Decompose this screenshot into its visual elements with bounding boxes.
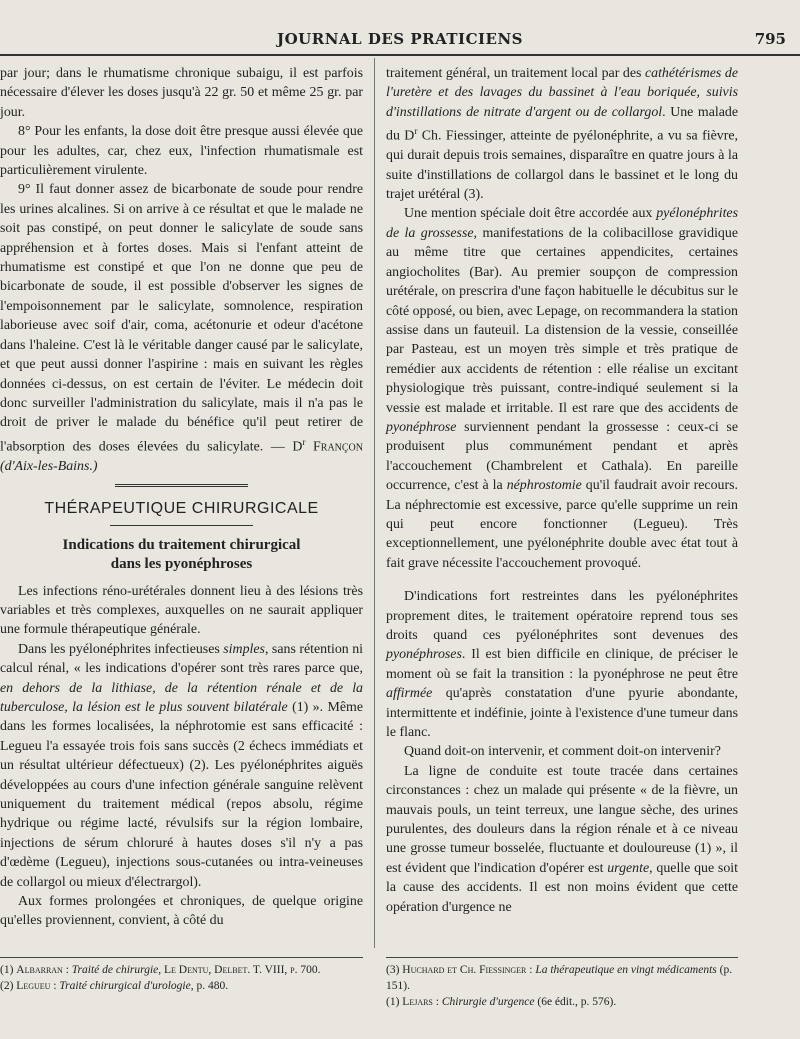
footnotes-right xyxy=(386,962,738,1010)
paragraph: Les infections réno-urétérales donnent lieu à des lésions très variables et très complexes, auxquelles on ne saurait appliquer une formule thérapeutique générale. xyxy=(0,583,363,638)
footnote-rule xyxy=(386,957,738,958)
paragraph: Dans les pyélonéphrites infectieuses simples, sans rétention ni calcul rénal, « les indications d'opérer sont très rares parce que, en dehors de la lithiase, de la rétention rénale et de la tuberculose, la lésion est le plus souvent bilatérale (1) ». Même dans les formes localisées, la néphrotomie est sans efficacité : Legueu l'a essayée trois fois sans succès (2 échecs immédiats et un résultat ultérieur défectueux) (2). Les pyélonéphrites aiguës développées au cours d'une infection générale sanguine relèvent uniquement du traitement médical (repos absolu, régime hydrique ou régime lacté, révulsifs sur la région lombaire, injections de sérum chloruré à hautes doses s'il n'y a pas d'œdème (Legueu), injections sous-cutanées ou intra-veineuses de collargol ou mieux d'électrargol). xyxy=(0,641,363,890)
paragraph: 9° Il faut donner assez de bicarbonate de soude pour rendre les urines alcalines. Si on arrive à ce résultat et que le malade ne soit pas constipé, on peut donner le salicylate de soude sans appréhension et à fortes doses. Mais si l'enfant atteint de rhumatisme est constipé et que l'on ne donne que peu de bicarbonate de soude, il est possible d'observer les signes de l'empoisonnement par le salicylate, somnolence, respiration laborieuse avec soif d'air, coma, acétonurie et odeur d'acétone dans l'haleine. C'est là le véritable danger causé par le salicylate, et que peut aussi donner l'aspirine : mais en suivant les règles données ci-dessus, on est certain de l'éviter. Le médecin doit donc surveiller l'administration du salicylate, mais il n'a pas le droit de priver le malade du bénéfice qu'il peut retirer de l'absorption des doses élevées du salicylate. — $D^r$ Françon (d'Aix-les-Bains.) xyxy=(0,182,363,474)
left-column xyxy=(0,64,363,931)
paragraph: par jour; dans le rhumatisme chronique subaigu, il est parfois nécessaire d'élever les doses jusqu'à 22 gr. 50 et même 25 gr. par jour. xyxy=(0,66,363,120)
header-rule xyxy=(0,54,800,56)
paragraph: D'indications fort restreintes dans les pyélonéphrites proprement dites, le traitement opératoire reprend tous ses droits quand ces pyélonéphrites sont devenues des pyonéphroses. Il est bien difficile en clinique, de préciser le moment où se fait la transition : la pyonéphrose ne peut être affirmée qu'après constatation d'une pyurie abondante, intermittente et indéfinie, jointe à l'existence d'une tumeur dans le flanc. xyxy=(386,589,738,741)
paragraph: Quand doit-on intervenir, et comment doit-on intervenir? xyxy=(404,744,721,760)
column-rule xyxy=(374,58,375,948)
section-heading: THÉRAPEUTIQUE CHIRURGICALE xyxy=(44,500,319,518)
page-number: 795 xyxy=(754,30,786,48)
section-underline xyxy=(110,525,253,526)
footnote: (1) Lejars : Chirurgie d'urgence (6e édit., p. 576). xyxy=(386,996,617,1008)
paragraph: Aux formes prolongées et chroniques, de quelque origine qu'elles proviennent, convient, à côté du xyxy=(0,894,363,929)
paragraph: 8° Pour les enfants, la dose doit être presque aussi élevée que pour les adultes, car, chez eux, l'infection rhumatismale est particulièrement virulente. xyxy=(0,124,363,179)
section-divider xyxy=(115,484,248,489)
footnote: (1) Albarran : Traité de chirurgie, Le Dentu, Delbet. T. VIII, p. 700. xyxy=(0,964,321,976)
footnote-rule xyxy=(0,957,363,958)
paragraph: Une mention spéciale doit être accordée aux pyélonéphrites de la grossesse, manifestations de la colibacillose gravidique au même titre que certaines appendicites, certaines angiocholites (Bar). Au premier soupçon de compression urétérale, on prescrira d'une façon habituelle le décubitus sur le côté opposé, ou bien, avec Lepage, on recommandera la station assise dans un fauteuil. La distension de la vessie, conseillée par Pasteau, est un moyen très simple et très pratique de remédier aux accidents de rétention : elle réalise un excitant physiologique très puissant, contre-indiqué seulement si la vessie est malade et irritable. Il est rare que des accidents de pyonéphrose surviennent pendant la grossesse : ceux-ci se produisent plus communément pendant et après l'accouchement (Chambrelent et Cathala). En pareille occurrence, c'est à la néphrostomie qu'il faudrait avoir recours. La néphrectomie est excessive, parce qu'elle supprime un rein qui peut encore fonctionner (Legueu). Très exceptionnellement, une pyélonéphrite double avec état tout à fait grave nécessite l'accouchement provoqué. xyxy=(386,206,738,571)
footnotes-left xyxy=(0,962,363,994)
running-header: JOURNAL DES PRATICIENS xyxy=(277,30,523,48)
right-column xyxy=(386,64,738,917)
footnote: (2) Legueu : Traité chirurgical d'urologie, p. 480. xyxy=(0,980,229,992)
paragraph: La ligne de conduite est toute tracée dans certaines circonstances : chez un malade qui présente « de la fièvre, un mauvais pouls, un teint terreux, une langue sèche, des urines purulentes, des douleurs dans la région rénale et à ce niveau une grosse tumeur bosselée, fluctuante et douloureuse (1) », il est évident que l'indication d'opérer est urgente, quelle que soit la cause des accidents. Il est non moins évident que cette opération d'urgence ne xyxy=(386,763,738,915)
paragraph: traitement général, un traitement local par des cathétérismes de l'uretère et des lavages du bassinet à l'eau boriquée, suivis d'instillations de nitrate d'argent ou de collargol. Une malade du $D^r$ Ch. Fiessinger, atteinte de pyélonéphrite, a vu sa fièvre, qui durait depuis trois semaines, disparaître en quatre jours à la suite d'instillations de collargol dans le bassinet et le long du trajet urétéral (3). xyxy=(386,66,739,203)
article-title: Indications du traitement chirurgical dans les pyonéphroses xyxy=(62,536,301,572)
footnote: (3) Huchard et Ch. Fiessinger : La thérapeutique en vingt médicaments (p. 151). xyxy=(386,964,733,992)
